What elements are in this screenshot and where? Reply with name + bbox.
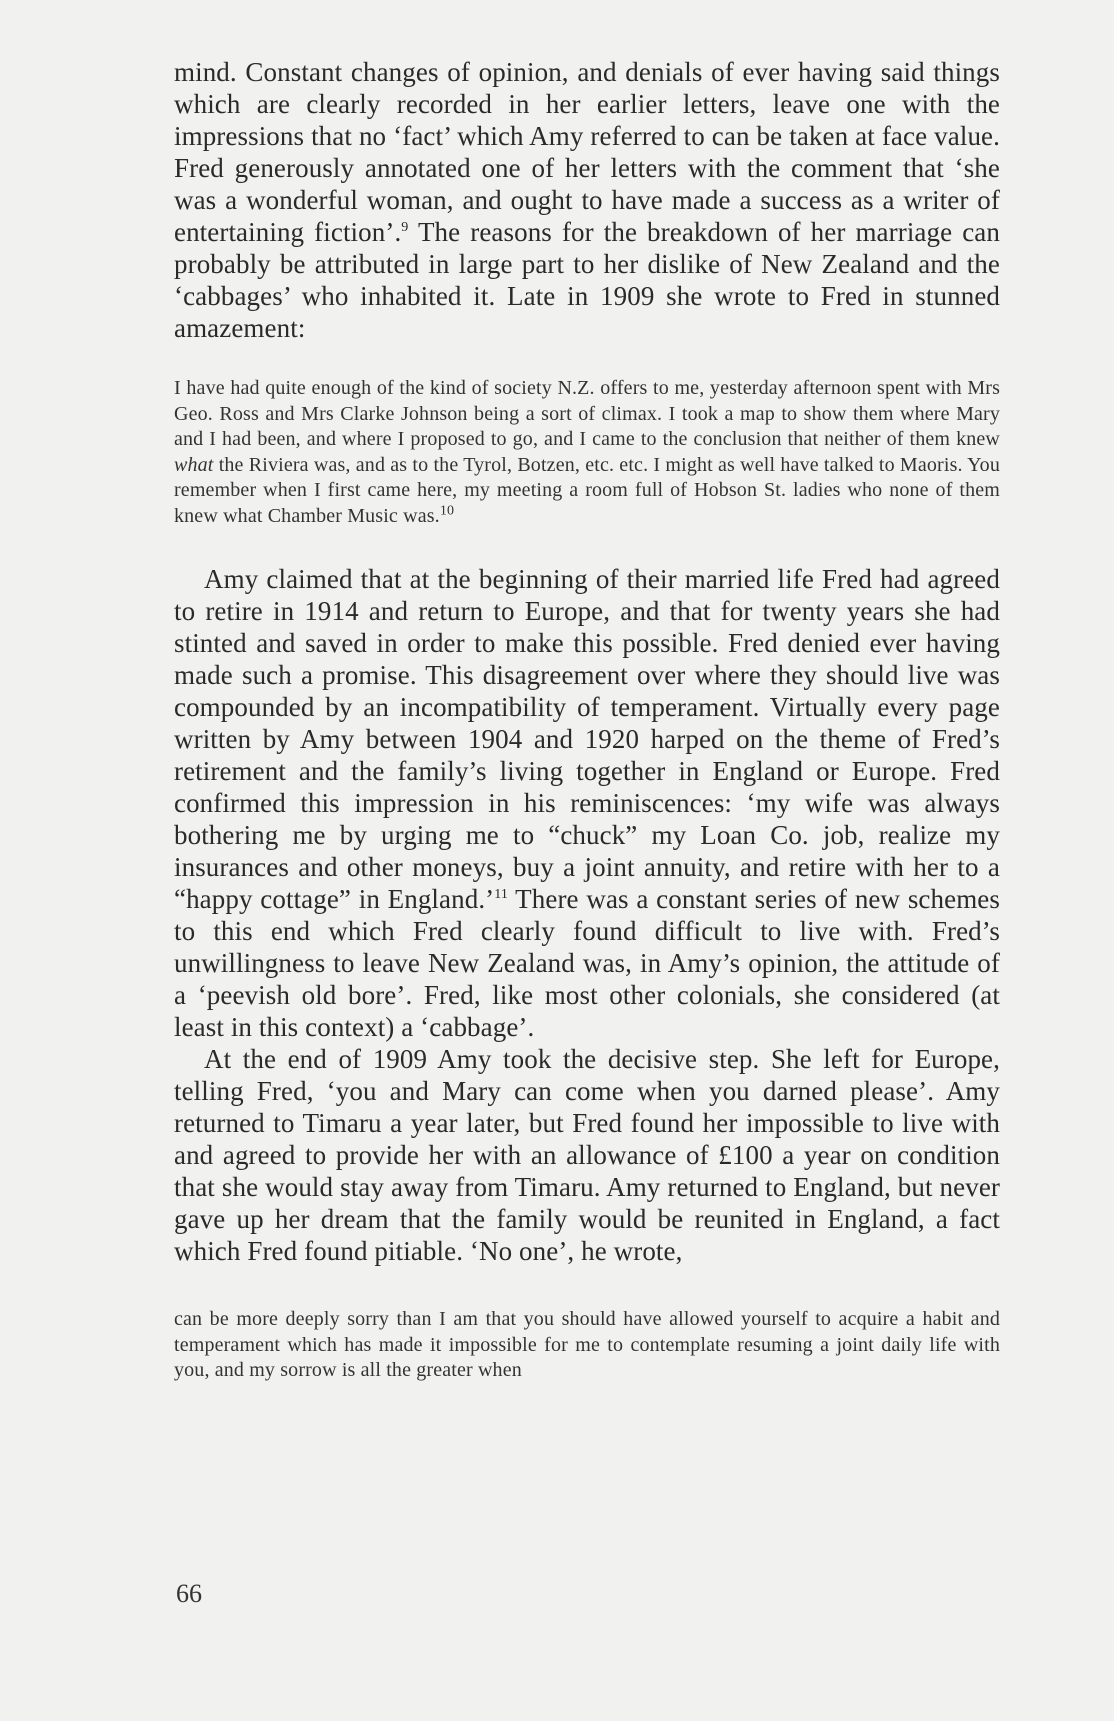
paragraph-1-text: mind. Constant changes of opinion, and denials of ever having said things which are clearly recorded in her earlier letters, leave one with the impressions that no ‘fact’ which Amy referred to can be taken at face value. Fred generously annotated one of her letters with the comment that ‘she was a wonderful woman, and ought to have made a success as a writer of entertaining fiction’. [174,57,1000,247]
footnote-ref-10: 10 [439,502,455,518]
block-quote-2 [174,1307,1000,1384]
block-quote-1-part-a: I have had quite enough of the kind of society N.Z. offers to me, yesterday afternoon spent with Mrs Geo. Ross and Mrs Clarke Johnson being a sort of climax. I took a map to show them where Mary and I had been, and where I proposed to go, and I came to the conclusion that neither of them knew [174,377,1000,450]
paragraph-2 [174,563,1000,1043]
block-quote-1-part-b: the Riviera was, and as to the Tyrol, Botzen, etc. etc. I might as well have talked to Maoris. You remember when I first came here, my meeting a room full of Hobson St. ladies who none of them knew what Chamber Music was. [174,453,1000,527]
paragraph-3-text: At the end of 1909 Amy took the decisive step. She left for Europe, telling Fred, ‘you and Mary can come when you darned please’. Amy returned to Timaru a year later, but Fred found her impossible to live with and agreed to provide her with an allowance of £100 a year on condition that she would stay away from Timaru. Amy returned to England, but never gave up her dream that the family would be reunited in England, a fact which Fred found pitiable. ‘No one’, he wrote, [174,1044,1000,1266]
page-content [174,56,1000,1384]
block-quote-1-emphasis: what [174,453,214,476]
paragraph-2-text: Amy claimed that at the beginning of their married life Fred had agreed to retire in 1914 and return to Europe, and that for twenty years she had stinted and saved in order to make this possible. Fred denied ever having made such a promise. This disagreement over where they should live was compounded by an incompatibility of temperament. Virtually every page written by Amy between 1904 and 1920 harped on the theme of Fred’s retirement and the family’s living together in England or Europe. Fred confirmed this impression in his reminiscences: ‘my wife was always bothering me by urging me to “chuck” my Loan Co. job, realize my insurances and other moneys, buy a joint annuity, and retire with her to a “happy cottage” in England.’ [174,564,1000,914]
page-number: 66 [176,1579,202,1608]
paragraph-1 [174,56,1000,344]
paragraph-3 [174,1043,1000,1267]
paragraph-2-continuation: There was a constant series of new schemes to this end which Fred clearly found difficult to live with. Fred’s unwillingness to leave New Zealand was, in Amy’s opinion, the attitude of a ‘peevish old bore’. Fred, like most other colonials, she considered (at least in this context) a ‘cabbage’. [174,884,1000,1042]
footnote-ref-11: 11 [494,887,508,902]
paragraph-1-continuation: The reasons for the breakdown of her marriage can probably be attributed in large part to her dislike of New Zealand and the ‘cabbages’ who inhabited it. Late in 1909 she wrote to Fred in stunned amazement: [174,217,1000,343]
footnote-ref-9: 9 [401,220,409,235]
block-quote-1 [174,376,1000,529]
block-quote-2-text: can be more deeply sorry than I am that you should have allowed yourself to acquire a habit and temperament which has made it impossible for me to contemplate resuming a joint daily life with you, and my sorrow is all the greater when [174,1308,1000,1381]
